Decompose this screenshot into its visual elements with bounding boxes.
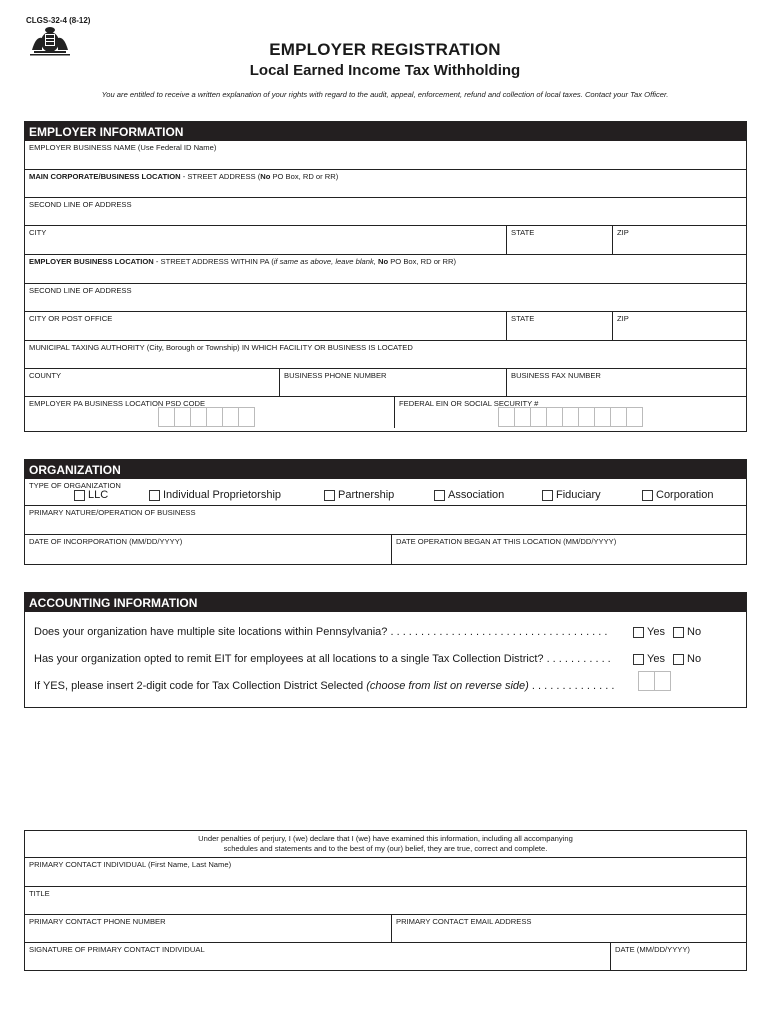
checkbox-icon[interactable] [149, 490, 160, 501]
checkbox-icon[interactable] [542, 490, 553, 501]
checkbox-icon[interactable] [74, 490, 85, 501]
business-phone-field[interactable]: BUSINESS PHONE NUMBER [279, 369, 506, 396]
business-fax-field[interactable]: BUSINESS FAX NUMBER [506, 369, 746, 396]
type-llc-option[interactable]: LLC [74, 489, 108, 501]
single-district-yes[interactable]: Yes [633, 653, 665, 665]
single-district-no[interactable]: No [673, 653, 701, 665]
main-second-address-field[interactable]: SECOND LINE OF ADDRESS [29, 200, 132, 209]
checkbox-icon[interactable] [633, 627, 644, 638]
accounting-information-section [24, 592, 747, 708]
checkbox-icon[interactable] [673, 627, 684, 638]
signature-field[interactable]: SIGNATURE OF PRIMARY CONTACT INDIVIDUAL [29, 945, 205, 954]
type-partnership-option[interactable]: Partnership [324, 489, 394, 501]
checkbox-icon[interactable] [673, 654, 684, 665]
checkbox-icon[interactable] [434, 490, 445, 501]
form-title: EMPLOYER REGISTRATION [269, 40, 501, 59]
main-state-field[interactable]: STATE [506, 226, 612, 254]
main-location-street-field[interactable]: MAIN CORPORATE/BUSINESS LOCATION - STREET ADDRESS (No PO Box, RD or RR) [29, 172, 339, 181]
checkbox-icon[interactable] [633, 654, 644, 665]
contact-section [24, 830, 747, 971]
operation-began-date-field[interactable]: DATE OPERATION BEGAN AT THIS LOCATION (MM/DD/YYYY) [391, 535, 746, 564]
county-field[interactable]: COUNTY [29, 371, 62, 380]
organization-type-row [25, 479, 746, 505]
contact-phone-field[interactable]: PRIMARY CONTACT PHONE NUMBER [29, 917, 166, 926]
type-corporation-option[interactable]: Corporation [642, 489, 713, 501]
district-code-boxes[interactable] [639, 671, 671, 691]
multiple-sites-no[interactable]: No [673, 626, 701, 638]
pa-zip-field[interactable]: ZIP [612, 312, 746, 340]
contact-email-field[interactable]: PRIMARY CONTACT EMAIL ADDRESS [391, 915, 746, 942]
type-fiduciary-option[interactable]: Fiduciary [542, 489, 601, 501]
primary-contact-name-field[interactable]: PRIMARY CONTACT INDIVIDUAL (First Name, Last Name) [29, 860, 232, 869]
organization-section [24, 459, 747, 565]
municipal-authority-field[interactable]: MUNICIPAL TAXING AUTHORITY (City, Borough or Township) IN WHICH FACILITY OR BUSINESS IS LOCATED [29, 343, 413, 352]
perjury-statement: Under penalties of perjury, I (we) declare that I (we) have examined this information, including all accompanying schedules and statements and to the best of my (our) belief, they are true, correct and complete. [198, 834, 573, 853]
employer-information-heading: EMPLOYER INFORMATION [25, 122, 746, 141]
federal-ein-field[interactable]: FEDERAL EIN OR SOCIAL SECURITY # [394, 397, 746, 428]
pa-location-street-field[interactable]: EMPLOYER BUSINESS LOCATION - STREET ADDRESS WITHIN PA (if same as above, leave blank, No PO Box, RD or RR) [29, 257, 457, 266]
single-district-question: Has your organization opted to remit EIT for employees at all locations to a single Tax Collection District? . . . . . . . . . . . [34, 653, 611, 665]
checkbox-icon[interactable] [642, 490, 653, 501]
business-nature-field[interactable]: PRIMARY NATURE/OPERATION OF BUSINESS [29, 508, 196, 517]
multiple-sites-yes[interactable]: Yes [633, 626, 665, 638]
psd-code-field[interactable]: EMPLOYER PA BUSINESS LOCATION PSD CODE [25, 397, 394, 428]
main-city-field[interactable]: CITY [29, 228, 47, 237]
psd-code-boxes[interactable] [159, 407, 255, 427]
incorporation-date-field[interactable]: DATE OF INCORPORATION (MM/DD/YYYY) [29, 537, 183, 546]
accounting-information-heading: ACCOUNTING INFORMATION [25, 593, 746, 612]
organization-type-label: TYPE OF ORGANIZATION [29, 481, 121, 490]
employer-information-section [24, 121, 747, 432]
form-number: CLGS-32-4 (8-12) [26, 16, 91, 25]
pa-state-field[interactable]: STATE [506, 312, 612, 340]
type-individual-proprietorship-option[interactable]: Individual Proprietorship [149, 489, 281, 501]
pa-city-field[interactable]: CITY OR POST OFFICE [29, 314, 113, 323]
checkbox-icon[interactable] [324, 490, 335, 501]
signature-date-field[interactable]: DATE (MM/DD/YYYY) [610, 943, 746, 970]
contact-title-field[interactable]: TITLE [29, 889, 50, 898]
pa-second-address-field[interactable]: SECOND LINE OF ADDRESS [29, 286, 132, 295]
type-association-option[interactable]: Association [434, 489, 504, 501]
ein-boxes[interactable] [499, 407, 643, 427]
business-name-field[interactable]: EMPLOYER BUSINESS NAME (Use Federal ID Name) [29, 143, 217, 152]
organization-heading: ORGANIZATION [25, 460, 746, 479]
rights-notice: You are entitled to receive a written explanation of your rights with regard to the audit, appeal, enforcement, refund and collection of local taxes. Contact your Tax Officer. [101, 90, 669, 99]
main-zip-field[interactable]: ZIP [612, 226, 746, 254]
form-subtitle: Local Earned Income Tax Withholding [249, 62, 521, 79]
district-code-question: If YES, please insert 2-digit code for Tax Collection District Selected (choose from list on reverse side) . . . . . . . . . . . . . . [34, 680, 615, 692]
multiple-sites-question: Does your organization have multiple site locations within Pennsylvania? . . . . . . . . . . . . . . . . . . . . . . . . . . . . . . . . . . . . [34, 626, 608, 638]
